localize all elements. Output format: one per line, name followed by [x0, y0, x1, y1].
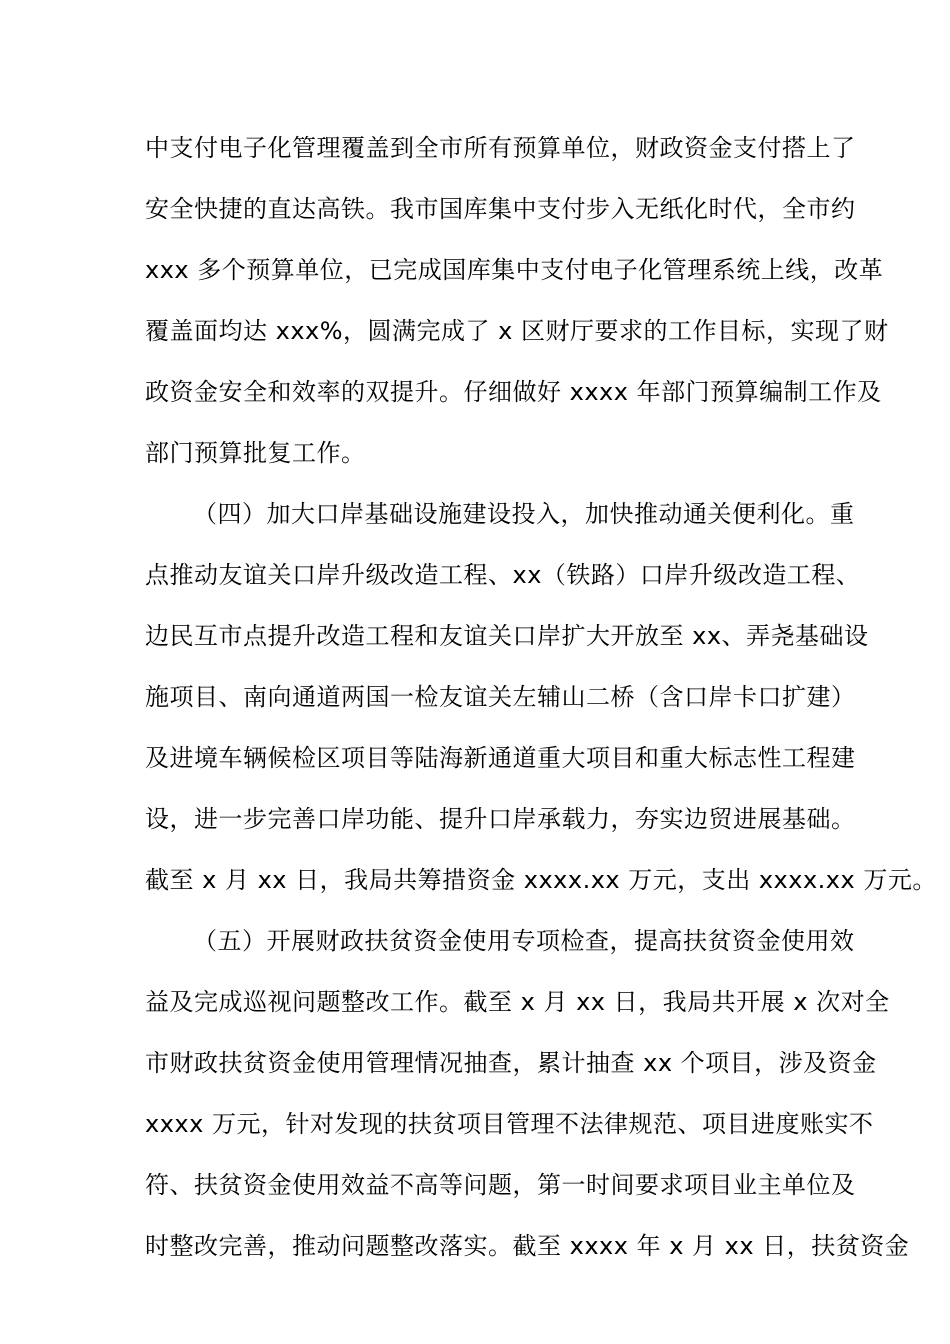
text-line: 设，进一步完善口岸功能、提升口岸承载力，夯实边贸进展基础。 [145, 805, 856, 833]
text-line: 中支付电子化管理覆盖到全市所有预算单位，财政资金支付搭上了 [145, 134, 856, 162]
paragraph-heading-4: （四）加大口岸基础设施建设投入，加快推动通关便利化。重 [193, 500, 855, 528]
text-line: 部门预算批复工作。 [145, 439, 366, 467]
text-line: 截至 x 月 xx 日，我局共筹措资金 xxxx.xx 万元，支出 xxxx.xx 万元。 [145, 866, 937, 894]
text-line: 覆盖面均达 xxx%，圆满完成了 x 区财厅要求的工作目标，实现了财 [145, 317, 889, 345]
text-line: 时整改完善，推动问题整改落实。截至 xxxx 年 x 月 xx 日，扶贫资金 [145, 1232, 910, 1260]
text-line: 施项目、南向通道两国一检友谊关左辅山二桥（含口岸卡口扩建） [145, 683, 856, 711]
text-line: 点推动友谊关口岸升级改造工程、xx（铁路）口岸升级改造工程、 [145, 561, 861, 589]
paragraph-heading-5: （五）开展财政扶贫资金使用专项检查，提高扶贫资金使用效 [193, 927, 855, 955]
text-line: 益及完成巡视问题整改工作。截至 x 月 xx 日，我局共开展 x 次对全 [145, 988, 890, 1016]
text-line: xxx 多个预算单位，已完成国库集中支付电子化管理系统上线，改革 [145, 256, 884, 284]
text-line: 政资金安全和效率的双提升。仔细做好 xxxx 年部门预算编制工作及 [145, 378, 882, 406]
text-line: 市财政扶贫资金使用管理情况抽查，累计抽查 xx 个项目，涉及资金 [145, 1049, 877, 1077]
text-line: 安全快捷的直达高铁。我市国库集中支付步入无纸化时代，全市约 [145, 195, 856, 223]
text-line: 及进境车辆候检区项目等陆海新通道重大项目和重大标志性工程建 [145, 744, 856, 772]
text-line: 边民互市点提升改造工程和友谊关口岸扩大开放至 xx、弄尧基础设 [145, 622, 869, 650]
text-line: 符、扶贫资金使用效益不高等问题，第一时间要求项目业主单位及 [145, 1171, 856, 1199]
text-line: xxxx 万元，针对发现的扶贫项目管理不法律规范、项目进度账实不 [145, 1110, 874, 1138]
